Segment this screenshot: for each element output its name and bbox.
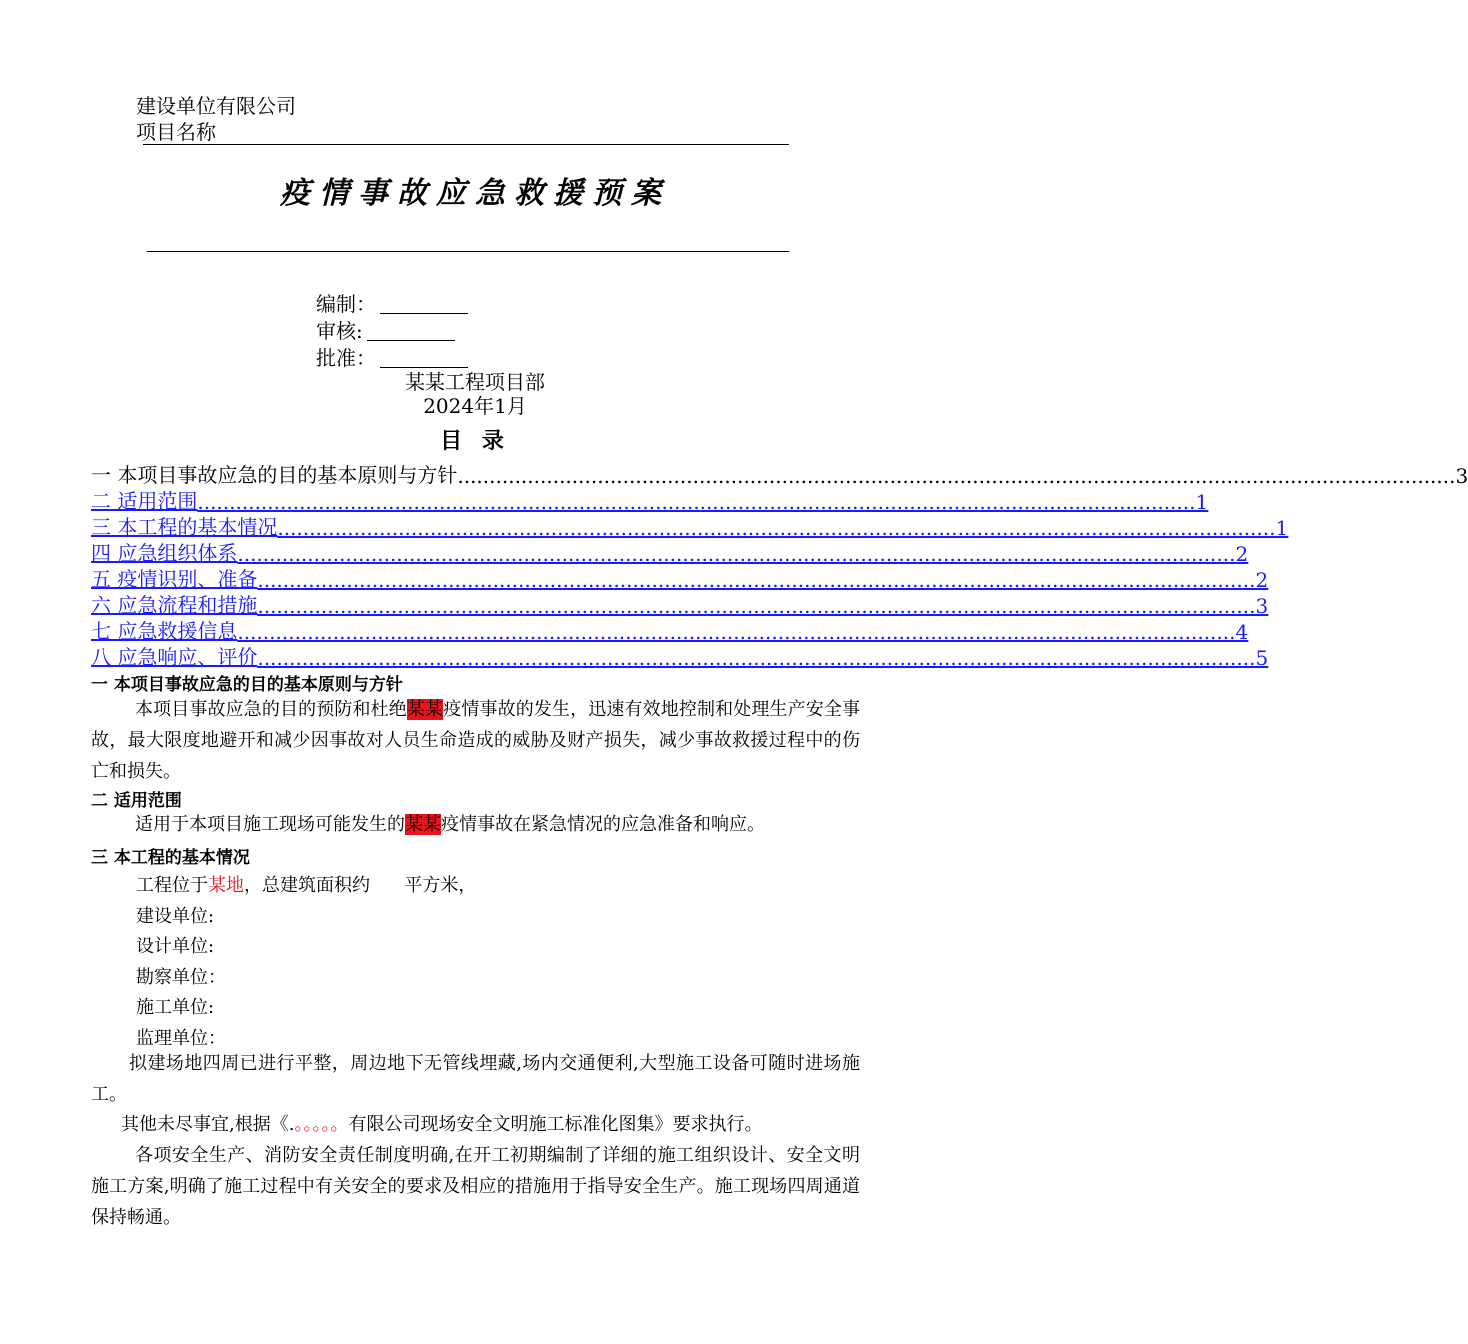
company-name: 建设单位有限公司 [136, 94, 296, 118]
section-1-heading: 一 本项目事故应急的目的基本原则与方针 [91, 675, 403, 695]
section-2-highlight: 某某 [405, 814, 441, 835]
contractor-line: 施工单位: [136, 997, 215, 1018]
toc-leader: ............................................................................................................................................................. [277, 516, 1276, 540]
surveyor-line: 勘察单位： [136, 967, 226, 988]
toc-item-8[interactable] [91, 645, 1269, 670]
toc-leader: ............................................................................................................................................................. [457, 464, 1456, 488]
toc-item-label: 七 应急救援信息 [91, 619, 238, 643]
review-blank[interactable] [367, 322, 455, 341]
toc-item-label: 二 适用范围 [91, 489, 198, 513]
header-divider [143, 144, 789, 145]
designer-line: 设计单位: [136, 936, 215, 957]
compile-label: 编制： [316, 292, 376, 316]
section-1-highlight: 某某 [406, 699, 444, 720]
toc-item-page: 3 [1255, 594, 1269, 618]
section-1-paragraph [91, 694, 860, 787]
section-3-heading: 三 本工程的基本情况 [91, 848, 250, 868]
toc-item-1[interactable] [91, 463, 1468, 488]
toc-leader: ............................................................................................................................................................. [237, 542, 1236, 566]
toc-item-label: 三 本工程的基本情况 [91, 515, 278, 539]
toc-item-label: 一 本项目事故应急的目的基本原则与方针 [91, 463, 458, 487]
compile-line [316, 288, 468, 317]
compile-blank[interactable] [380, 295, 468, 314]
standard-paragraph [91, 1109, 860, 1140]
site-paragraph: 拟建场地四周已进行平整，周边地下无管线埋藏,场内交通便利,大型施工设备可随时进场施工。 [91, 1053, 860, 1105]
project-name: 项目名称 [136, 120, 216, 144]
location-suffix: ，总建筑面积约 平方米， [244, 875, 477, 896]
toc-item-page: 4 [1235, 620, 1249, 644]
safety-paragraph: 各项安全生产、消防安全责任制度明确,在开工初期编制了详细的施工组织设计、安全文明施工方案,明确了施工过程中有关安全的要求及相应的措施用于指导安全生产。施工现场四周通道保持畅通。 [91, 1145, 860, 1228]
standard-placeholder: 。。。。。 [294, 1114, 349, 1135]
toc-item-page: 5 [1255, 646, 1269, 670]
toc-leader: ............................................................................................................................................................. [257, 594, 1256, 618]
toc-item-page: 3 [1455, 464, 1468, 488]
toc-title: 目 录 [440, 429, 510, 454]
approve-label: 批准： [316, 346, 376, 370]
section-1-text-a: 本项目事故应急的目的预防和杜绝 [135, 699, 407, 720]
supervisor-line: 监理单位： [136, 1028, 226, 1049]
toc-item-page: 2 [1235, 542, 1249, 566]
section-2-text-b: 疫情事故在紧急情况的应急准备和响应。 [441, 814, 765, 835]
toc-leader: ............................................................................................................................................................. [197, 490, 1196, 514]
document-title: 疫情事故应急救援预案 [280, 176, 670, 211]
standard-text-b: 有限公司现场安全文明施工标准化图集》要求执行。 [348, 1114, 763, 1135]
toc-item-label: 四 应急组织体系 [91, 541, 238, 565]
standard-text-a: 其他未尽事宜,根据《. [121, 1114, 295, 1135]
toc-item-page: 1 [1195, 490, 1209, 514]
location-placeholder: 某地 [208, 875, 244, 896]
section-2-paragraph [91, 809, 860, 840]
toc-item-label: 六 应急流程和措施 [91, 593, 258, 617]
section-1-text-b: 疫情事故的发生，迅速有效地控制和处理生产安全事故，最大限度地避开和减少因事故对人员生命造成的威胁及财产损失，减少事故救援过程中的伤亡和损失。 [91, 699, 861, 782]
toc-leader: ............................................................................................................................................................. [257, 568, 1256, 592]
builder-line: 建设单位: [136, 906, 215, 927]
section-2-heading: 二 适用范围 [91, 791, 182, 811]
toc-item-page: 2 [1255, 568, 1269, 592]
toc-item-label: 五 疫情识别、准备 [91, 567, 258, 591]
review-label: 审核: [316, 319, 363, 343]
toc-item-label: 八 应急响应、评价 [91, 645, 258, 669]
location-prefix: 工程位于 [136, 875, 208, 896]
toc-leader: ............................................................................................................................................................. [237, 620, 1236, 644]
title-divider [147, 251, 789, 252]
issuer: 某某工程项目部 [405, 370, 545, 394]
toc-leader: ............................................................................................................................................................. [257, 646, 1256, 670]
review-line [316, 315, 455, 344]
project-location [136, 871, 476, 897]
issue-date: 2024年1月 [423, 394, 527, 418]
section-2-text-a: 适用于本项目施工现场可能发生的 [135, 814, 405, 835]
toc-item-page: 1 [1275, 516, 1289, 540]
